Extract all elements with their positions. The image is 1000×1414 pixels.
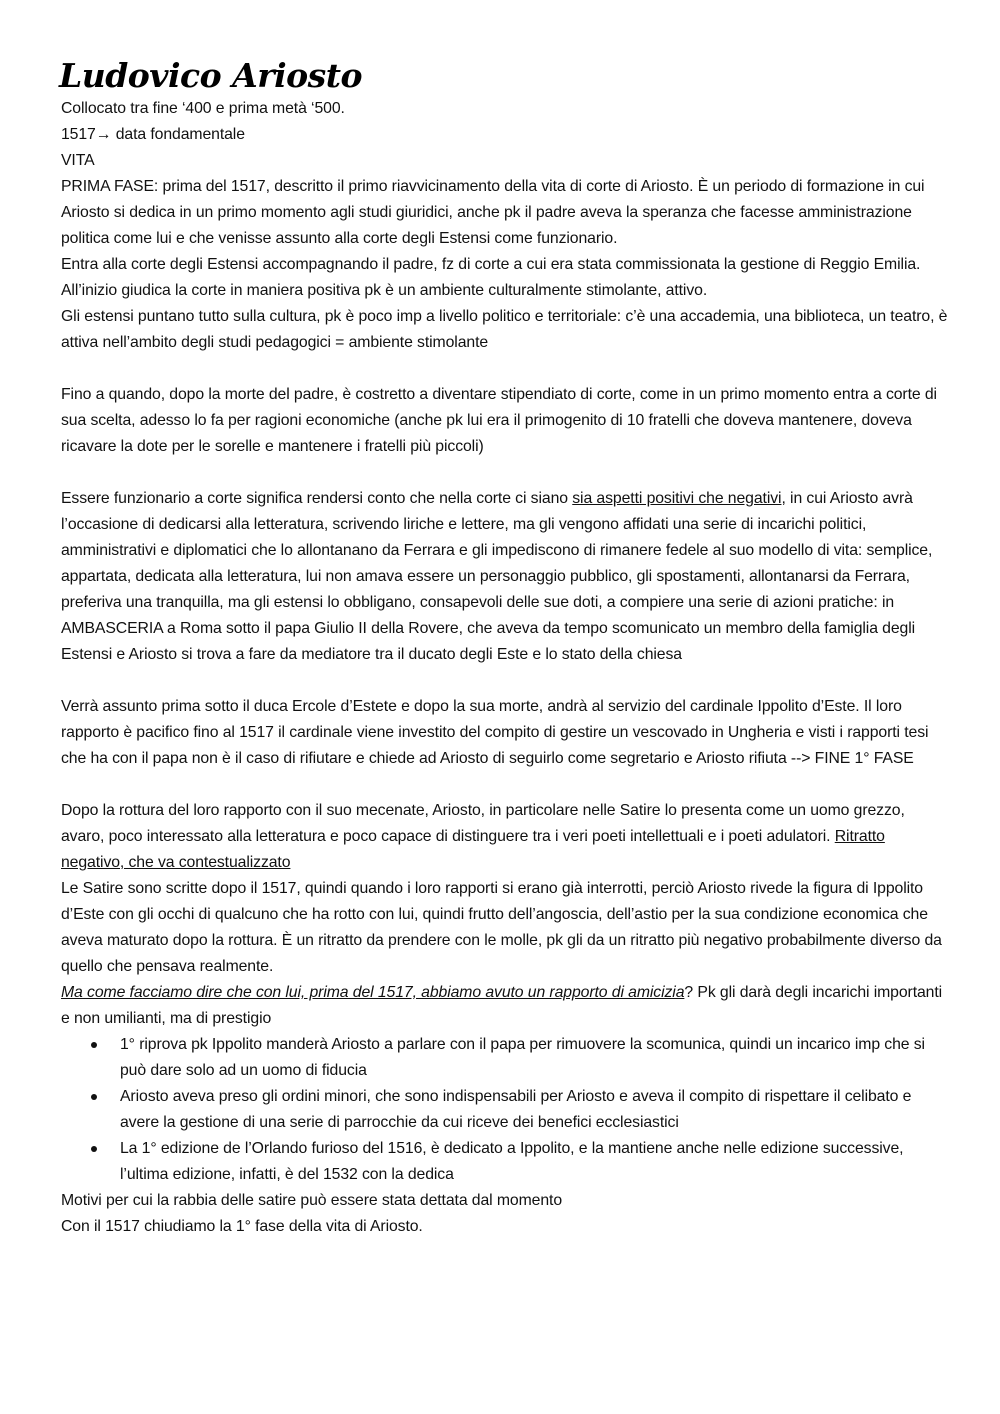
text-segment: ? Pk gli darà degli incarichi importanti e non umilianti, ma di prestigio xyxy=(61,984,943,1027)
paragraph-rottura xyxy=(61,798,948,876)
paragraph-spacer xyxy=(61,772,948,798)
list-item: Ariosto aveva preso gli ordini minori, che sono indispensabili per Ariosto e aveva il compito di rispettare il celibato e avere la gestione di una serie di parrocchie da cui riceve dei benefici ecclesiastici xyxy=(120,1084,948,1136)
list-item: La 1° edizione de l’Orlando furioso del 1516, è dedicato a Ippolito, e la mantiene anche nelle edizione successive, l’ultima edizione, infatti, è del 1532 con la dedica xyxy=(120,1136,948,1188)
bullet-list xyxy=(61,1032,948,1188)
closing-line: Motivi per cui la rabbia delle satire può essere stata dettata dal momento xyxy=(61,1192,563,1209)
paragraph-cultura: Gli estensi puntano tutto sulla cultura, pk è poco imp a livello politico e territoriale: c’è una accademia, una biblioteca, un teatro, è attiva nell’ambito degli studi pedagogici = ambiente stimolante xyxy=(61,308,948,351)
closing-line: Con il 1517 chiudiamo la 1° fase della vita di Ariosto. xyxy=(61,1218,423,1235)
text-segment: Dopo la rottura del loro rapporto con il suo mecenate, Ariosto, in particolare nelle Satire lo presenta come un uomo grezzo, avaro, poco interessato alla letteratura e poco capace di distinguere tra i veri poeti intellettuali e i poeti adulatori. xyxy=(61,802,905,845)
paragraph-morte-padre: Fino a quando, dopo la morte del padre, è costretto a diventare stipendiato di corte, come in un primo momento entra a corte di sua scelta, adesso lo fa per ragioni economiche (anche pk lui era il primogenito di 10 fratelli che doveva mantenere, doveva ricavare la dote per le sorelle e mantenere i fratelli più piccoli) xyxy=(61,386,937,455)
paragraph-corte-estensi: Entra alla corte degli Estensi accompagnando il padre, fz di corte a cui era stata commissionata la gestione di Reggio Emilia. All’inizio giudica la corte in maniera positiva pk è un ambiente culturalmente stimolante, attivo. xyxy=(61,256,921,299)
paragraph-spacer xyxy=(61,356,948,382)
underlined-phrase: Ritratto negativo, che va contestualizzato xyxy=(61,828,885,871)
text-segment: , in cui Ariosto avrà l’occasione di dedicarsi alla letteratura, scrivendo liriche e lettere, ma gli vengono affidati una serie di incarichi politici, amministrativi e diplomatici che lo allontanano da Ferrara e gli impediscono di rimanere fedele al suo modello di vita: semplice, appartata, dedicata alla letteratura, lui non amava essere un personaggio pubblico, gli spostamenti, allontanarsi da Ferrara, preferiva una tranquilla, ma gli estensi lo obbligano, consapevoli delle sue doti, a compiere una serie di azioni pratiche: in AMBASCERIA a Roma sotto il papa Giulio II della Rovere, che aveva da tempo scomunicato un membro della famiglia degli Estensi e Ariosto si trova a fare da mediatore tra il ducato degli Este e lo stato della chiesa xyxy=(61,490,933,663)
section-heading-vita: VITA xyxy=(61,152,95,169)
paragraph-spacer xyxy=(61,668,948,694)
paragraph-prima-fase: PRIMA FASE: prima del 1517, descritto il primo riavvicinamento della vita di corte di Ariosto. È un periodo di formazione in cui Ariosto si dedica in un primo momento agli studi giuridici, anche pk il padre aveva la speranza che facesse amministrazione politica come lui e che venisse assunto alla corte degli Estensi come funzionario. xyxy=(61,178,925,247)
paragraph-amicizia-question xyxy=(61,980,948,1032)
key-date-line: 1517→ data fondamentale xyxy=(61,126,245,143)
paragraph-funzionario xyxy=(61,486,948,668)
intro-line: Collocato tra fine ‘400 e prima metà ‘500. xyxy=(61,100,345,117)
paragraph-ippolito: Verrà assunto prima sotto il duca Ercole d’Estete e dopo la sua morte, andrà al servizio del cardinale Ippolito d’Este. Il loro rapporto è pacifico fino al 1517 il cardinale viene investito del compito di gestire un vescovado in Ungheria e visti i rapporti tesi che ha con il papa non è il caso di rifiutare e chiede ad Ariosto di seguirlo come segretario e Ariosto rifiuta --> FINE 1° FASE xyxy=(61,698,929,767)
underlined-phrase: sia aspetti positivi che negativi xyxy=(572,490,782,507)
text-segment: Essere funzionario a corte significa rendersi conto che nella corte ci siano xyxy=(61,490,573,507)
paragraph-spacer xyxy=(61,460,948,486)
italic-underlined-question: Ma come facciamo dire che con lui, prima del 1517, abbiamo avuto un rapporto di amicizia xyxy=(61,984,685,1001)
paragraph-satire: Le Satire sono scritte dopo il 1517, quindi quando i loro rapporti si erano già interrotti, perciò Ariosto rivede la figura di Ippolito d’Este con gli occhi di qualcuno che ha rotto con lui, quindi frutto dell’angoscia, dell’astio per la sua condizione economica che aveva maturato dopo la rottura. È un ritratto da prendere con le molle, pk gli da un ritratto più negativo probabilmente diverso da quello che pensava realmente. xyxy=(61,880,942,975)
page-title: Ludovico Ariosto xyxy=(59,56,362,95)
list-item: 1° riprova pk Ippolito manderà Ariosto a parlare con il papa per rimuovere la scomunica, quindi un incarico imp che si può dare solo ad un uomo di fiducia xyxy=(120,1032,948,1084)
